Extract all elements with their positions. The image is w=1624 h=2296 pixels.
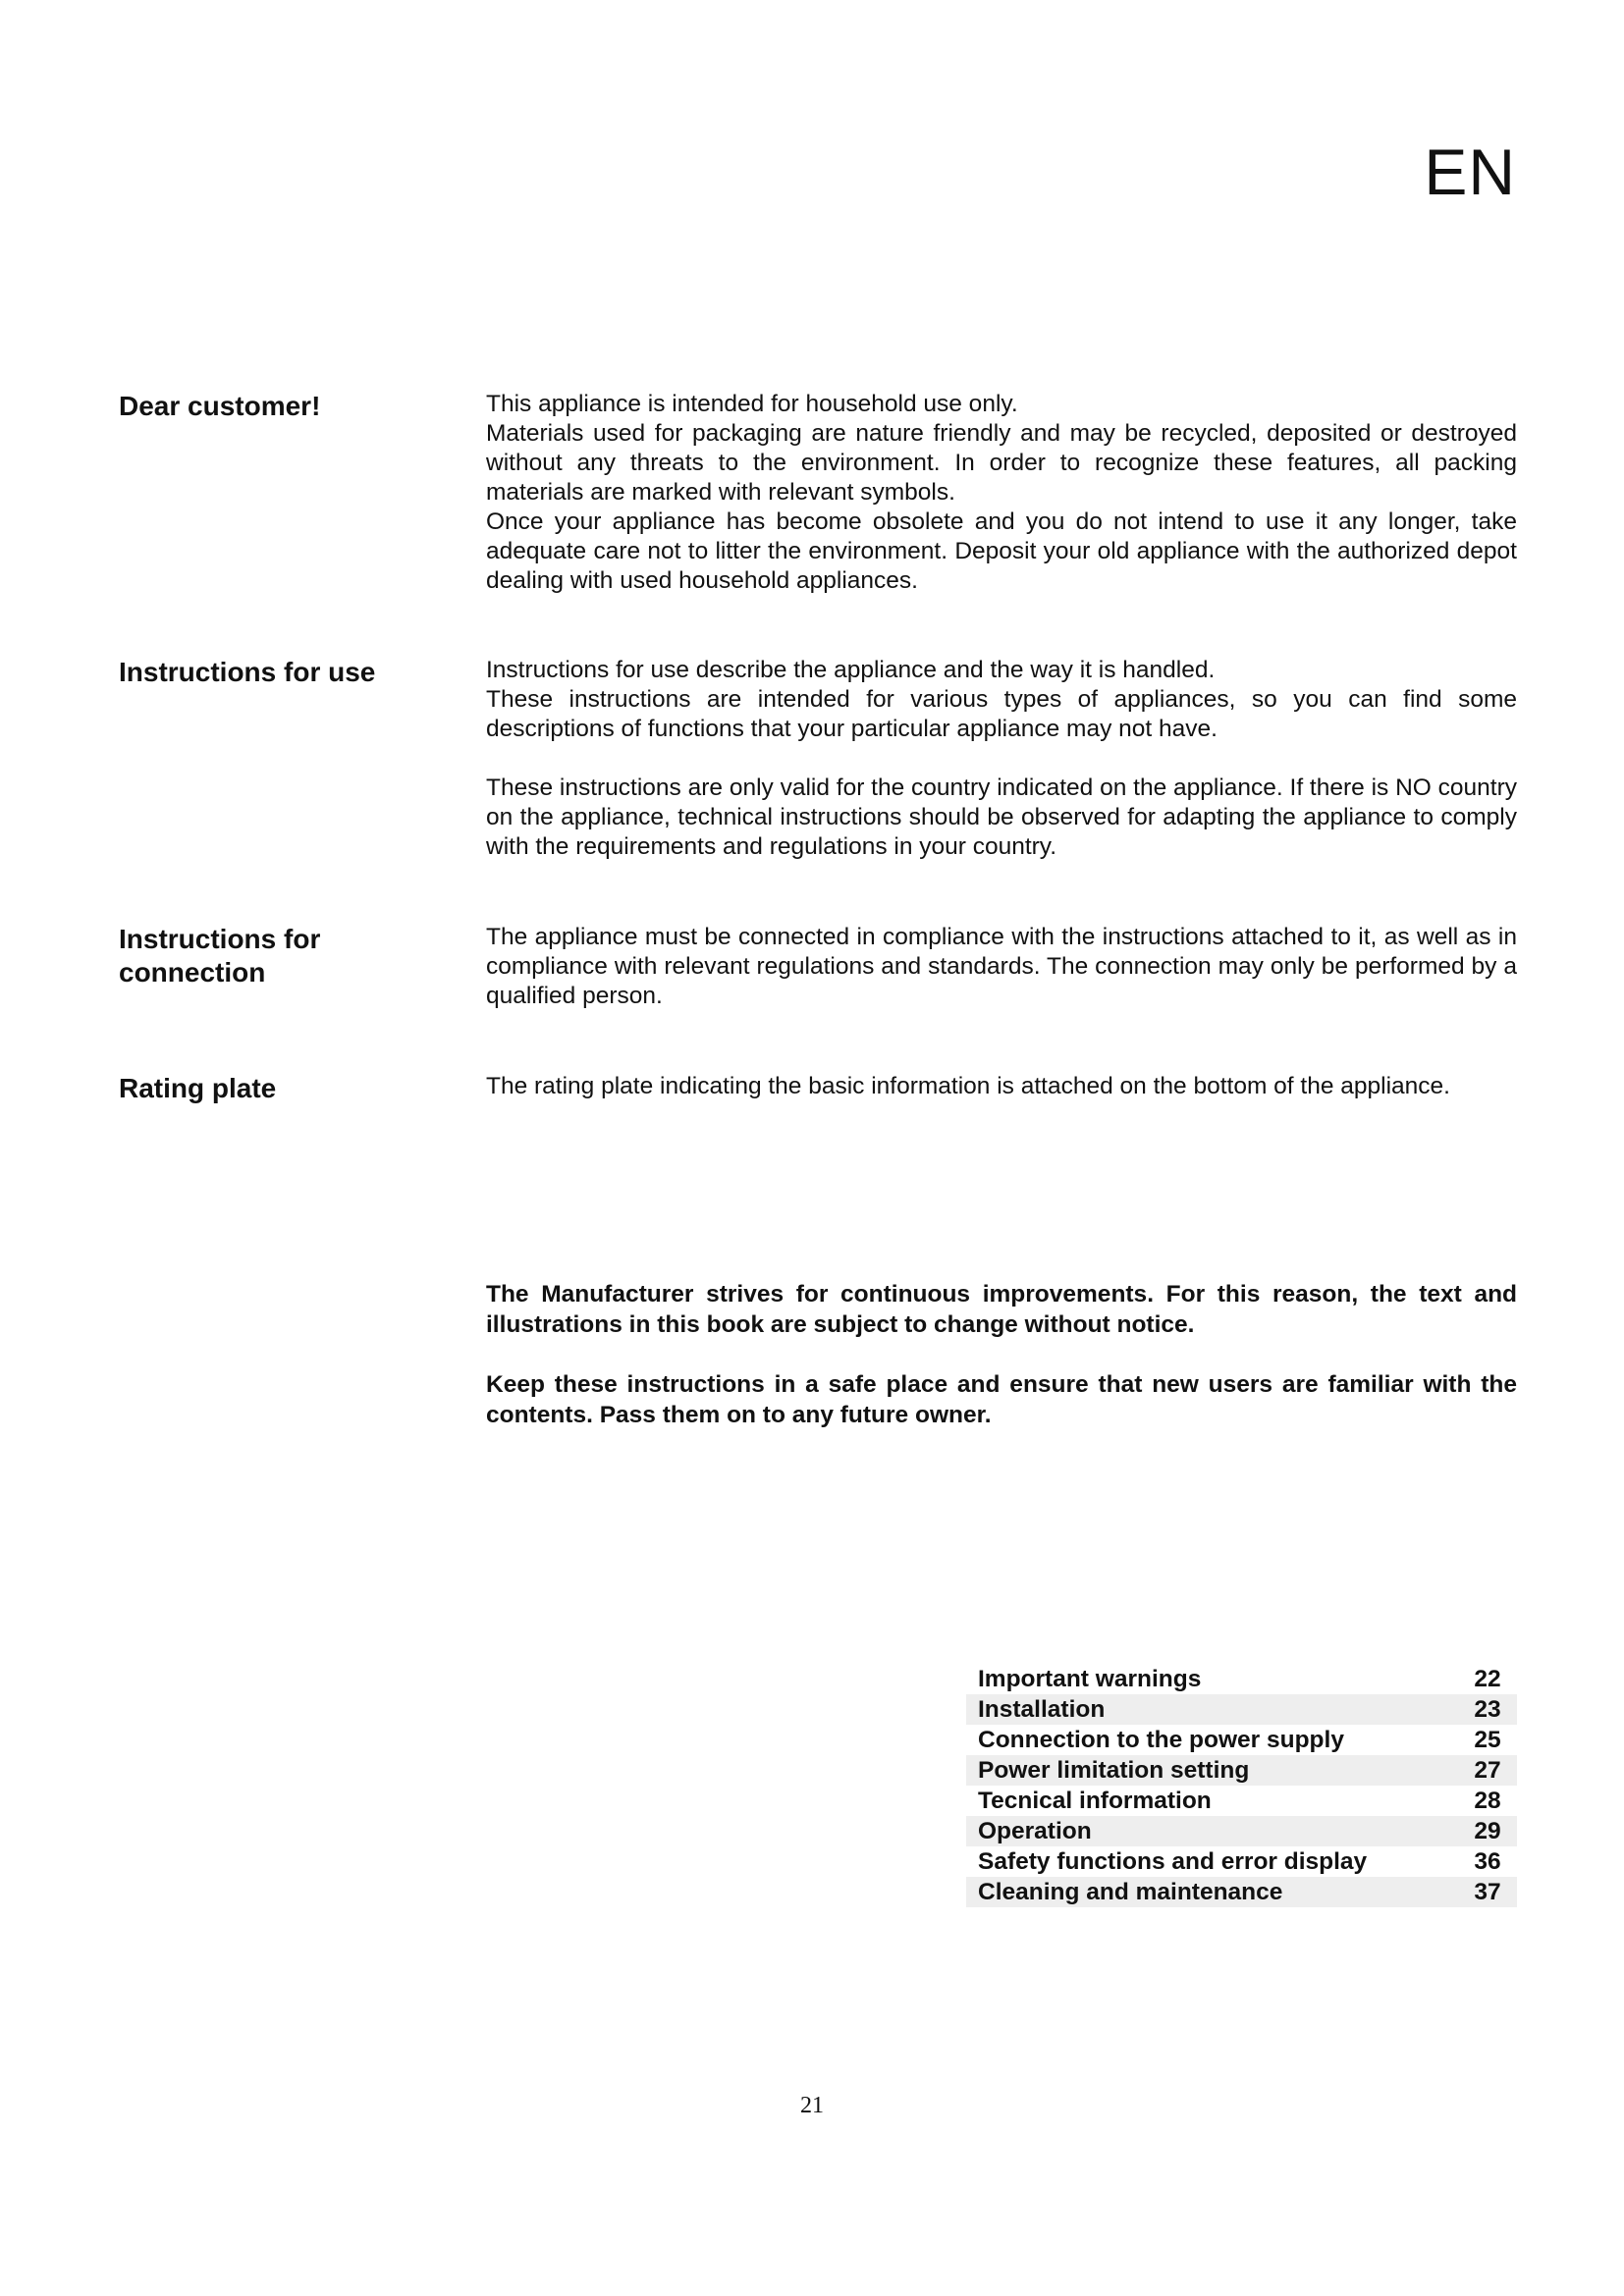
toc-row (966, 1877, 1517, 1907)
manufacturer-notice (486, 1279, 1517, 1430)
notice-paragraph: Keep these instructions in a safe place and ensure that new users are familiar with the contents. Pass them on to any future owner. (486, 1371, 1517, 1428)
toc-title: Installation (966, 1694, 1458, 1725)
notice-paragraph: The Manufacturer strives for continuous improvements. For this reason, the text and illustrations in this book are subject to change without notice. (486, 1281, 1517, 1338)
paragraph: The rating plate indicating the basic information is attached on the bottom of the appliance. (486, 1073, 1450, 1099)
section-body (486, 923, 1517, 1011)
toc-title: Important warnings (978, 1666, 1202, 1692)
toc-title: Safety functions and error display (978, 1848, 1368, 1875)
section-heading: Instructions for connection (119, 924, 321, 988)
paragraph: Instructions for use describe the appliance and the way it is handled. (486, 657, 1216, 683)
toc-row (966, 1846, 1517, 1877)
toc-row (966, 1755, 1517, 1786)
section-body (486, 656, 1517, 862)
section-body (486, 390, 1517, 596)
toc-page: 25 (1474, 1727, 1501, 1753)
toc-page: 37 (1458, 1877, 1517, 1907)
toc-title: Tecnical information (978, 1788, 1212, 1814)
toc-page: 28 (1474, 1788, 1501, 1814)
section-heading: Dear customer! (119, 391, 321, 421)
toc-title: Connection to the power supply (978, 1727, 1344, 1753)
toc-row (966, 1694, 1517, 1725)
toc-row (966, 1725, 1517, 1755)
toc-page: 22 (1474, 1666, 1501, 1692)
toc-row (966, 1816, 1517, 1846)
section-heading: Rating plate (119, 1073, 277, 1103)
toc-title: Power limitation setting (966, 1755, 1458, 1786)
toc-page: 23 (1458, 1694, 1517, 1725)
paragraph: This appliance is intended for household use only. (486, 391, 1018, 417)
page-number: 21 (800, 2093, 824, 2118)
toc-title: Operation (966, 1816, 1458, 1846)
section-body (486, 1072, 1517, 1101)
toc-page: 29 (1458, 1816, 1517, 1846)
toc-page: 36 (1474, 1848, 1501, 1875)
paragraph: These instructions are only valid for the country indicated on the appliance. If there is NO country on the appliance, technical instructions should be observed for adapting the appliance to comply with the requirements and regulations in your country. (486, 774, 1517, 860)
toc-row (966, 1786, 1517, 1816)
paragraph: Once your appliance has become obsolete and you do not intend to use it any longer, take adequate care not to litter the environment. Deposit your old appliance with the authorized depot dealing with used household appliances. (486, 508, 1517, 594)
paragraph: Materials used for packaging are nature friendly and may be recycled, deposited or destroyed without any threats to the environment. In order to recognize these features, all packing materials are marked with relevant symbols. (486, 420, 1517, 506)
toc-row (966, 1664, 1517, 1694)
toc-title: Cleaning and maintenance (966, 1877, 1458, 1907)
table-of-contents (966, 1664, 1517, 1907)
paragraph: The appliance must be connected in compliance with the instructions attached to it, as well as in compliance with relevant regulations and standards. The connection may only be performed by a qualified person. (486, 924, 1517, 1009)
toc-page: 27 (1458, 1755, 1517, 1786)
language-code: EN (1424, 135, 1516, 208)
paragraph: These instructions are intended for various types of appliances, so you can find some descriptions of functions that your particular appliance may not have. (486, 686, 1517, 742)
section-heading: Instructions for use (119, 657, 376, 687)
